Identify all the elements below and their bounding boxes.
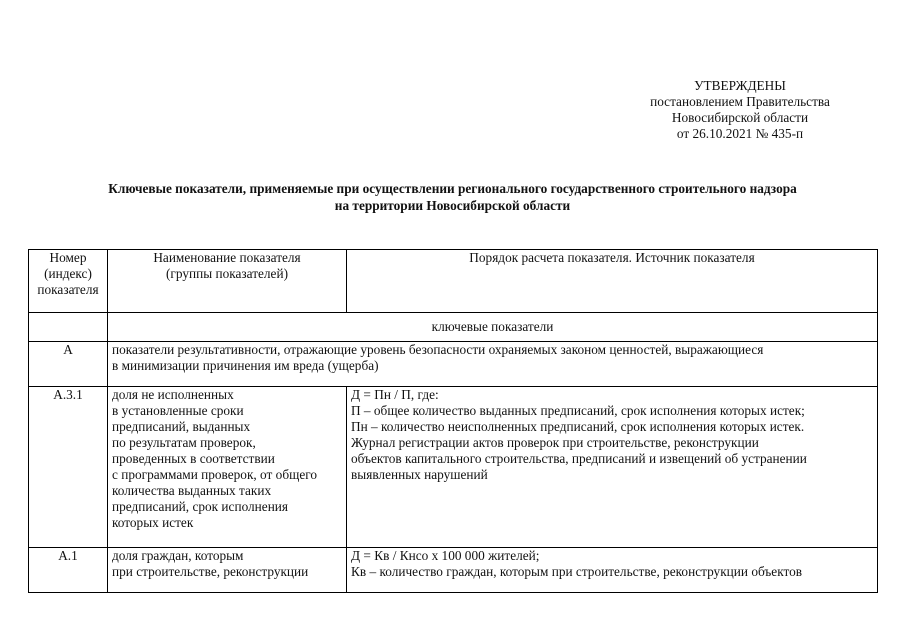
row-a1-index: А.1 <box>29 548 108 593</box>
table-row-a31 <box>29 387 878 548</box>
table-row-a1 <box>29 548 878 593</box>
approval-resolution: постановлением Правительства <box>650 94 830 109</box>
header-index: Номер (индекс) показателя <box>29 250 108 313</box>
title-line-2: на территории Новосибирской области <box>334 198 571 213</box>
table-header-row <box>29 250 878 313</box>
table-row-a <box>29 342 878 387</box>
row-a31-index: А.3.1 <box>29 387 108 548</box>
header-calc: Порядок расчета показателя. Источник показателя <box>347 250 878 313</box>
key-section-label: ключевые показатели <box>108 313 878 342</box>
row-a-index: А <box>29 342 108 387</box>
empty-cell <box>29 313 108 342</box>
approval-title: УТВЕРЖДЕНЫ <box>694 78 786 93</box>
table-row-key-section <box>29 313 878 342</box>
approval-region: Новосибирской области <box>671 110 809 125</box>
header-name: Наименование показателя (группы показателей) <box>108 250 347 313</box>
document-title <box>40 180 865 214</box>
row-a1-name: доля граждан, которым при строительстве, реконструкции <box>108 548 347 593</box>
title-line-1: Ключевые показатели, применяемые при осуществлении регионального государственного строительного надзора <box>108 181 797 196</box>
approval-date: от 26.10.2021 № 435-п <box>676 126 804 141</box>
approval-stamp <box>610 78 870 142</box>
row-a31-calc: Д = Пн / П, где: П – общее количество выданных предписаний, срок исполнения которых истек; Пн – количество неисполненных предписаний, срок исполнения которых истек. Журнал регистрации актов проверок при строительстве, реконструкции объектов капитального строительства, предписаний и извещений об устранении выявленных нарушений <box>347 387 878 548</box>
row-a31-name: доля не исполненных в установленные сроки предписаний, выданных по результатам проверок, проведенных в соответствии с программами проверок, от общего количества выданных таких предписаний, срок исполнения которых истек <box>108 387 347 548</box>
row-a1-calc: Д = Кв / Кнсо х 100 000 жителей; Кв – количество граждан, которым при строительстве, реконструкции объектов <box>347 548 878 593</box>
row-a-text: показатели результативности, отражающие уровень безопасности охраняемых законом ценностей, выражающиеся в минимизации причинения им вреда (ущерба) <box>108 342 878 387</box>
indicators-table <box>28 249 878 593</box>
